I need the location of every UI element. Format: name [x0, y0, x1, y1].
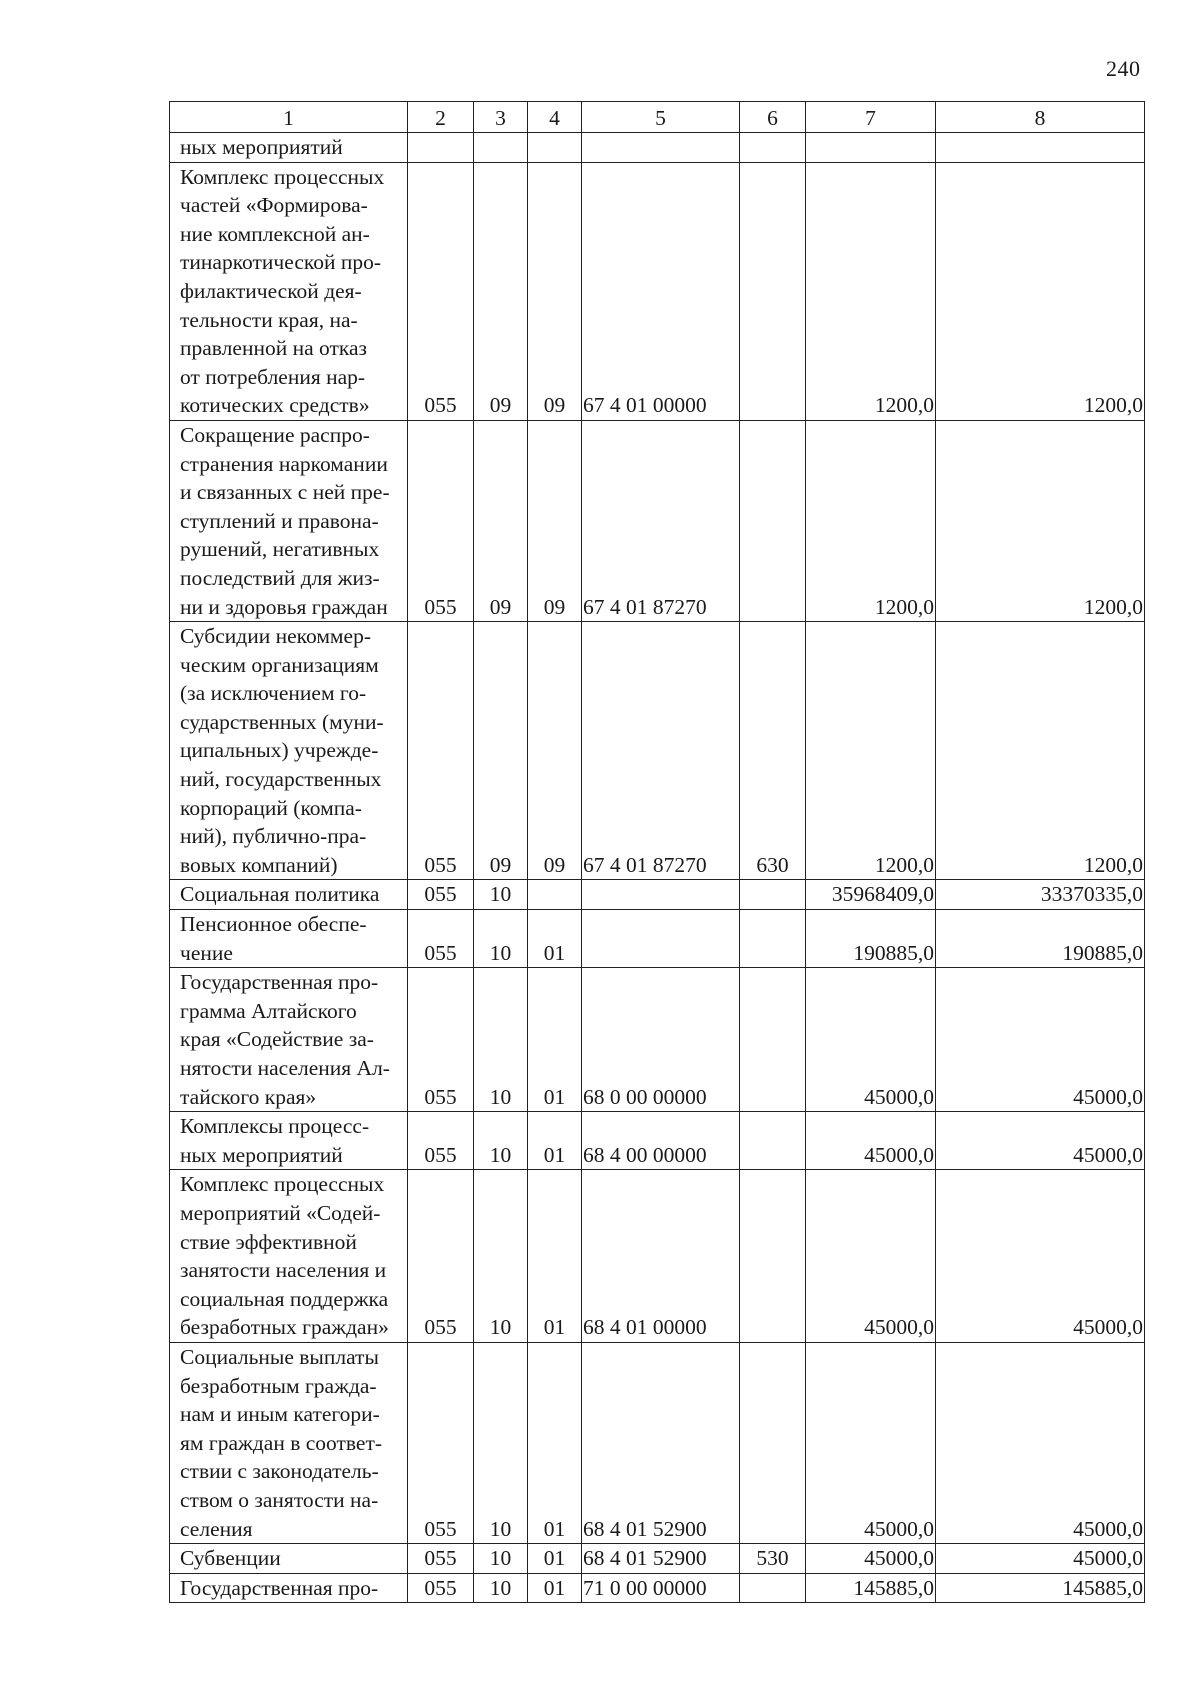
row-name-cell [170, 1544, 408, 1574]
subsection-code-cell: 01 [528, 1170, 582, 1343]
header-cell: 5 [582, 102, 740, 133]
row-name-line: ям граждан в соответ- [180, 1430, 383, 1455]
header-cell: 2 [408, 102, 474, 133]
row-name-line: последствий для жиз- [180, 565, 380, 590]
table-row [170, 420, 1145, 621]
row-name-line: частей «Формирова- [180, 193, 368, 218]
subsection-code-cell: 01 [528, 910, 582, 968]
expense-type-cell [740, 420, 806, 621]
expense-type-cell: 530 [740, 1544, 806, 1574]
amount-year1-cell: 1200,0 [806, 420, 936, 621]
row-name-line: тинаркотической про- [180, 250, 382, 275]
admin-code-cell: 055 [408, 880, 474, 910]
table-row [170, 1573, 1145, 1603]
row-name-line: селения [180, 1516, 253, 1541]
section-code-cell: 10 [474, 1573, 528, 1603]
table-row [170, 162, 1145, 420]
header-cell: 6 [740, 102, 806, 133]
amount-year1-cell: 45000,0 [806, 1112, 936, 1170]
row-name-line: Субвенции [180, 1546, 281, 1571]
header-cell: 1 [170, 102, 408, 133]
row-name-line: мероприятий «Содей- [180, 1200, 381, 1225]
row-name-cell [170, 968, 408, 1112]
expense-type-cell [740, 1170, 806, 1343]
row-name-line: вовых компаний) [180, 852, 338, 877]
section-code-cell: 09 [474, 420, 528, 621]
target-article-cell: 67 4 01 00000 [582, 162, 740, 420]
expense-type-cell [740, 1112, 806, 1170]
row-name-line: от потребления нар- [180, 364, 366, 389]
row-name-cell [170, 1112, 408, 1170]
row-name-line: сударственных (муни- [180, 709, 384, 734]
target-article-cell: 67 4 01 87270 [582, 622, 740, 880]
target-article-cell: 67 4 01 87270 [582, 420, 740, 621]
amount-year2-cell [936, 133, 1145, 163]
expense-type-cell: 630 [740, 622, 806, 880]
row-name-cell [170, 910, 408, 968]
row-name-line: Социальная политика [180, 882, 380, 907]
expense-type-cell [740, 880, 806, 910]
amount-year1-cell: 45000,0 [806, 1544, 936, 1574]
table-row [170, 622, 1145, 880]
table-row [170, 1544, 1145, 1574]
row-name-line: нятости населения Ал- [180, 1056, 390, 1080]
row-name-line: нам и иным категори- [180, 1402, 380, 1427]
subsection-code-cell: 01 [528, 1112, 582, 1170]
row-name-line: Комплекс процессных [180, 1172, 385, 1197]
row-name-line: чение [180, 940, 233, 965]
target-article-cell: 71 0 00 00000 [582, 1573, 740, 1603]
amount-year2-cell: 45000,0 [936, 1112, 1145, 1170]
amount-year2-cell: 190885,0 [936, 910, 1145, 968]
section-code-cell: 10 [474, 1544, 528, 1574]
row-name-line: ступлений и правона- [180, 508, 379, 533]
target-article-cell: 68 4 01 52900 [582, 1544, 740, 1574]
row-name-line: занятости населения и [180, 1258, 387, 1283]
expense-type-cell [740, 162, 806, 420]
table-header-row [170, 102, 1145, 133]
admin-code-cell: 055 [408, 622, 474, 880]
header-cell: 3 [474, 102, 528, 133]
row-name-cell [170, 880, 408, 910]
row-name-cell [170, 622, 408, 880]
amount-year1-cell: 45000,0 [806, 1170, 936, 1343]
row-name-line: Комплекс процессных [180, 164, 385, 189]
row-name-cell [170, 162, 408, 420]
row-name-line: ных мероприятий [180, 135, 343, 159]
row-name-line: Государственная про- [180, 1575, 379, 1600]
table-row [170, 968, 1145, 1112]
row-name-line: Социальные выплаты [180, 1344, 379, 1369]
row-name-cell [170, 1342, 408, 1543]
amount-year2-cell: 45000,0 [936, 968, 1145, 1112]
subsection-code-cell: 01 [528, 1544, 582, 1574]
admin-code-cell: 055 [408, 1112, 474, 1170]
expense-type-cell [740, 1342, 806, 1543]
subsection-code-cell: 01 [528, 1342, 582, 1543]
table-row [170, 1112, 1145, 1170]
admin-code-cell: 055 [408, 1342, 474, 1543]
row-name-line: края «Содействие за- [180, 1027, 374, 1052]
section-code-cell: 09 [474, 162, 528, 420]
table-row [170, 910, 1145, 968]
row-name-cell [170, 1170, 408, 1343]
admin-code-cell: 055 [408, 162, 474, 420]
row-name-line: Комплексы процесс- [180, 1114, 370, 1139]
row-name-line: Сокращение распро- [180, 422, 370, 447]
table-row [170, 1342, 1145, 1543]
expense-type-cell [740, 968, 806, 1112]
row-name-line: корпораций (компа- [180, 795, 362, 820]
subsection-code-cell [528, 880, 582, 910]
row-name-line: тельности края, на- [180, 307, 358, 332]
amount-year1-cell: 1200,0 [806, 622, 936, 880]
amount-year1-cell: 145885,0 [806, 1573, 936, 1603]
section-code-cell: 10 [474, 1342, 528, 1543]
table-row [170, 880, 1145, 910]
header-cell: 4 [528, 102, 582, 133]
amount-year2-cell: 145885,0 [936, 1573, 1145, 1603]
row-name-line: тайского края» [180, 1084, 317, 1109]
amount-year2-cell: 45000,0 [936, 1544, 1145, 1574]
budget-table [169, 101, 1145, 1603]
amount-year2-cell: 1200,0 [936, 420, 1145, 621]
section-code-cell: 10 [474, 880, 528, 910]
subsection-code-cell: 01 [528, 968, 582, 1112]
admin-code-cell: 055 [408, 1544, 474, 1574]
section-code-cell: 09 [474, 622, 528, 880]
section-code-cell: 10 [474, 968, 528, 1112]
admin-code-cell: 055 [408, 968, 474, 1112]
row-name-line: ний, государственных [180, 767, 382, 792]
amount-year1-cell: 45000,0 [806, 968, 936, 1112]
row-name-line: ни и здоровья граждан [180, 594, 388, 619]
row-name-line: ством о занятости на- [180, 1487, 379, 1512]
row-name-line: котических средств» [180, 393, 370, 418]
admin-code-cell: 055 [408, 1573, 474, 1603]
subsection-code-cell: 01 [528, 1573, 582, 1603]
target-article-cell: 68 4 01 52900 [582, 1342, 740, 1543]
admin-code-cell: 055 [408, 910, 474, 968]
page-number: 240 [1106, 56, 1141, 81]
row-name-line: социальная поддержка [180, 1286, 389, 1311]
amount-year2-cell: 45000,0 [936, 1342, 1145, 1543]
row-name-line: грамма Алтайского [180, 998, 357, 1023]
expense-type-cell [740, 133, 806, 163]
section-code-cell: 10 [474, 1112, 528, 1170]
section-code-cell: 10 [474, 1170, 528, 1343]
row-name-line: странения наркомании [180, 451, 388, 476]
admin-code-cell [408, 133, 474, 163]
subsection-code-cell: 09 [528, 420, 582, 621]
row-name-cell [170, 1573, 408, 1603]
row-name-line: Субсидии некоммер- [180, 624, 371, 649]
table-row [170, 133, 1145, 163]
row-name-cell [170, 133, 408, 163]
amount-year1-cell [806, 133, 936, 163]
amount-year2-cell: 45000,0 [936, 1170, 1145, 1343]
row-name-line: филактической дея- [180, 278, 362, 303]
row-name-line: безработных граждан» [180, 1315, 389, 1340]
target-article-cell: 68 4 00 00000 [582, 1112, 740, 1170]
row-name-line: рушений, негативных [180, 537, 380, 562]
subsection-code-cell: 09 [528, 622, 582, 880]
target-article-cell [582, 133, 740, 163]
amount-year1-cell: 45000,0 [806, 1342, 936, 1543]
section-code-cell: 10 [474, 910, 528, 968]
target-article-cell [582, 880, 740, 910]
row-name-line: правленной на отказ [180, 336, 368, 361]
target-article-cell: 68 0 00 00000 [582, 968, 740, 1112]
row-name-line: ние комплексной ан- [180, 221, 370, 246]
amount-year1-cell: 35968409,0 [806, 880, 936, 910]
amount-year2-cell: 33370335,0 [936, 880, 1145, 910]
row-name-line: Государственная про- [180, 970, 379, 995]
row-name-line: и связанных с ней пре- [180, 480, 390, 505]
expense-type-cell [740, 910, 806, 968]
row-name-line: ных мероприятий [180, 1142, 343, 1167]
amount-year2-cell: 1200,0 [936, 622, 1145, 880]
row-name-line: ствие эффективной [180, 1229, 357, 1254]
target-article-cell: 68 4 01 00000 [582, 1170, 740, 1343]
header-cell: 7 [806, 102, 936, 133]
row-name-line: ципальных) учрежде- [180, 738, 379, 763]
row-name-line: безработным гражда- [180, 1373, 377, 1398]
expense-type-cell [740, 1573, 806, 1603]
row-name-line: ческим организациям [180, 652, 379, 677]
subsection-code-cell [528, 133, 582, 163]
row-name-line: (за исключением го- [180, 681, 367, 706]
subsection-code-cell: 09 [528, 162, 582, 420]
header-cell: 8 [936, 102, 1145, 133]
target-article-cell [582, 910, 740, 968]
row-name-line: Пенсионное обеспе- [180, 912, 367, 937]
amount-year1-cell: 190885,0 [806, 910, 936, 968]
table-row [170, 1170, 1145, 1343]
row-name-line: ствии с законодатель- [180, 1459, 379, 1484]
amount-year1-cell: 1200,0 [806, 162, 936, 420]
row-name-cell [170, 420, 408, 621]
admin-code-cell: 055 [408, 1170, 474, 1343]
amount-year2-cell: 1200,0 [936, 162, 1145, 420]
admin-code-cell: 055 [408, 420, 474, 621]
row-name-line: ний), публично-пра- [180, 824, 367, 849]
section-code-cell [474, 133, 528, 163]
